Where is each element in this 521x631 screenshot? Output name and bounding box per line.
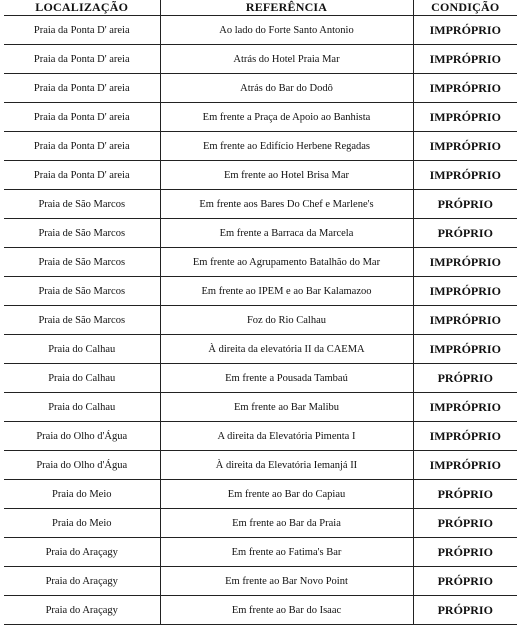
cell-referencia: Atrás do Hotel Praia Mar <box>160 45 413 74</box>
table-row <box>4 45 517 74</box>
header-referencia: REFERÊNCIA <box>160 0 413 16</box>
table-row <box>4 393 517 422</box>
cell-referencia: Em frente ao Bar do Isaac <box>160 596 413 625</box>
table-header <box>4 0 517 16</box>
cell-condicao: IMPRÓPRIO <box>413 74 517 103</box>
table-row <box>4 596 517 625</box>
cell-condicao: PRÓPRIO <box>413 538 517 567</box>
cell-referencia: Ao lado do Forte Santo Antonio <box>160 16 413 45</box>
table-body <box>4 16 517 625</box>
cell-condicao: IMPRÓPRIO <box>413 161 517 190</box>
table-row <box>4 74 517 103</box>
cell-localizacao: Praia de São Marcos <box>4 219 160 248</box>
cell-localizacao: Praia do Araçagy <box>4 538 160 567</box>
cell-localizacao: Praia da Ponta D' areia <box>4 103 160 132</box>
header-localizacao: LOCALIZAÇÃO <box>4 0 160 16</box>
table-row <box>4 16 517 45</box>
cell-referencia: Em frente ao IPEM e ao Bar Kalamazoo <box>160 277 413 306</box>
cell-condicao: IMPRÓPRIO <box>413 393 517 422</box>
table-row <box>4 538 517 567</box>
table-row <box>4 248 517 277</box>
cell-condicao: PRÓPRIO <box>413 596 517 625</box>
table-row <box>4 306 517 335</box>
beach-conditions-table <box>4 0 517 625</box>
table-row <box>4 422 517 451</box>
cell-condicao: PRÓPRIO <box>413 509 517 538</box>
cell-referencia: Em frente a Praça de Apoio ao Banhista <box>160 103 413 132</box>
cell-condicao: PRÓPRIO <box>413 480 517 509</box>
cell-condicao: IMPRÓPRIO <box>413 306 517 335</box>
table-row <box>4 509 517 538</box>
cell-condicao: IMPRÓPRIO <box>413 451 517 480</box>
cell-condicao: PRÓPRIO <box>413 567 517 596</box>
header-condicao: CONDIÇÃO <box>413 0 517 16</box>
cell-localizacao: Praia do Calhau <box>4 364 160 393</box>
cell-localizacao: Praia de São Marcos <box>4 306 160 335</box>
cell-referencia: Atrás do Bar do Dodô <box>160 74 413 103</box>
cell-localizacao: Praia do Olho d'Água <box>4 422 160 451</box>
cell-referencia: Em frente ao Bar da Praia <box>160 509 413 538</box>
cell-localizacao: Praia do Araçagy <box>4 567 160 596</box>
cell-localizacao: Praia de São Marcos <box>4 248 160 277</box>
cell-referencia: Em frente ao Agrupamento Batalhão do Mar <box>160 248 413 277</box>
cell-referencia: Em frente ao Edifício Herbene Regadas <box>160 132 413 161</box>
cell-condicao: IMPRÓPRIO <box>413 422 517 451</box>
cell-referencia: Em frente ao Bar Malibu <box>160 393 413 422</box>
cell-localizacao: Praia da Ponta D' areia <box>4 45 160 74</box>
cell-referencia: À direita da Elevatória Iemanjá II <box>160 451 413 480</box>
table-row <box>4 277 517 306</box>
cell-condicao: IMPRÓPRIO <box>413 335 517 364</box>
cell-localizacao: Praia de São Marcos <box>4 277 160 306</box>
table-row <box>4 567 517 596</box>
table-row <box>4 103 517 132</box>
cell-localizacao: Praia do Calhau <box>4 393 160 422</box>
cell-localizacao: Praia do Meio <box>4 509 160 538</box>
table-row <box>4 335 517 364</box>
cell-localizacao: Praia do Araçagy <box>4 596 160 625</box>
table-row <box>4 480 517 509</box>
cell-localizacao: Praia de São Marcos <box>4 190 160 219</box>
cell-condicao: IMPRÓPRIO <box>413 277 517 306</box>
cell-referencia: Em frente ao Hotel Brisa Mar <box>160 161 413 190</box>
cell-referencia: Em frente a Barraca da Marcela <box>160 219 413 248</box>
cell-condicao: PRÓPRIO <box>413 190 517 219</box>
cell-localizacao: Praia da Ponta D' areia <box>4 16 160 45</box>
cell-condicao: IMPRÓPRIO <box>413 248 517 277</box>
table-row <box>4 190 517 219</box>
table-row <box>4 161 517 190</box>
table-row <box>4 132 517 161</box>
cell-referencia: Em frente aos Bares Do Chef e Marlene's <box>160 190 413 219</box>
cell-condicao: IMPRÓPRIO <box>413 132 517 161</box>
cell-referencia: Em frente ao Bar Novo Point <box>160 567 413 596</box>
cell-referencia: Foz do Rio Calhau <box>160 306 413 335</box>
cell-localizacao: Praia do Calhau <box>4 335 160 364</box>
cell-referencia: A direita da Elevatória Pimenta I <box>160 422 413 451</box>
cell-localizacao: Praia do Olho d'Água <box>4 451 160 480</box>
header-row <box>4 0 517 16</box>
cell-localizacao: Praia da Ponta D' areia <box>4 74 160 103</box>
cell-condicao: IMPRÓPRIO <box>413 103 517 132</box>
table-row <box>4 364 517 393</box>
cell-condicao: PRÓPRIO <box>413 219 517 248</box>
cell-localizacao: Praia do Meio <box>4 480 160 509</box>
cell-localizacao: Praia da Ponta D' areia <box>4 161 160 190</box>
cell-referencia: Em frente ao Fatima's Bar <box>160 538 413 567</box>
cell-localizacao: Praia da Ponta D' areia <box>4 132 160 161</box>
cell-condicao: PRÓPRIO <box>413 364 517 393</box>
cell-referencia: Em frente a Pousada Tambaú <box>160 364 413 393</box>
cell-condicao: IMPRÓPRIO <box>413 16 517 45</box>
cell-referencia: À direita da elevatória II da CAEMA <box>160 335 413 364</box>
table-row <box>4 219 517 248</box>
table-row <box>4 451 517 480</box>
cell-referencia: Em frente ao Bar do Capiau <box>160 480 413 509</box>
cell-condicao: IMPRÓPRIO <box>413 45 517 74</box>
